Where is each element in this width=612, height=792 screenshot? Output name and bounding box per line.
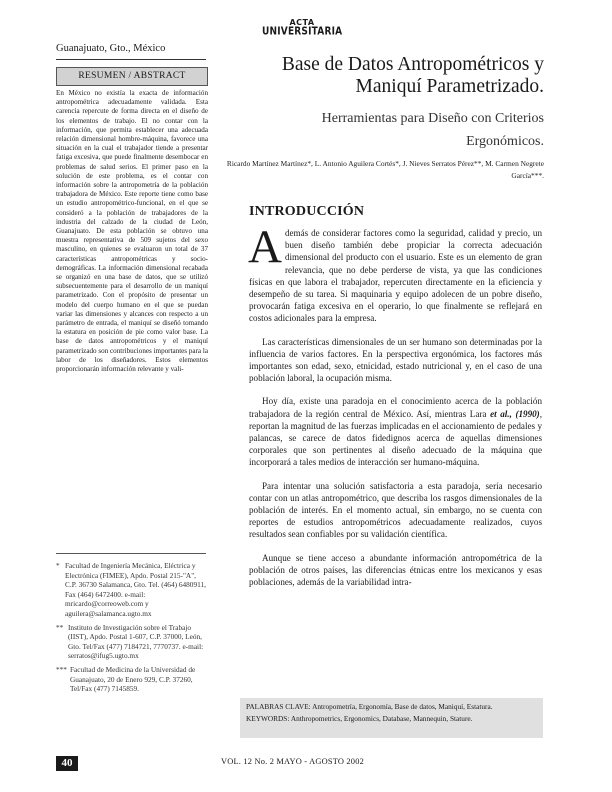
journal-logo (262, 18, 342, 44)
resumen-label: RESUMEN / ABSTRACT (78, 71, 186, 81)
page-number: 40 (56, 756, 78, 771)
affiliations (56, 561, 208, 698)
keywords-en (246, 713, 537, 725)
paragraph-3 (249, 395, 542, 468)
body-column (248, 221, 542, 599)
resumen-label-box (56, 67, 208, 86)
keywords-es-label: PALABRAS CLAVE: (246, 702, 311, 711)
affiliations-divider (56, 553, 206, 554)
affiliation-3 (56, 665, 208, 694)
logo-line-1: ACTA (289, 18, 315, 27)
affiliation-text: Instituto de Investigación sobre el Trabajo (IIST), Apdo. Postal 1-607, C.P. 37000, León, Gto. Tel/Fax (477) 7184721, 7770737. e-mail: serratos@ifug5.ugto.mx (68, 622, 204, 661)
paragraph-5: Aunque se tiene acceso a abundante información antropométrica de la población de otros países, las diferencias étnicas entre los mexicanos y esas poblaciones, además de la variabilidad intra- (249, 552, 542, 588)
volume-info: VOL. 12 No. 2 MAYO - AGOSTO 2002 (221, 757, 364, 766)
section-heading: INTRODUCCIÓN (249, 204, 365, 219)
keywords-es (246, 701, 537, 713)
header-rule (56, 59, 206, 60)
paragraph-3-text-a: Hoy día, existe una paradoja en el conocimiento acerca de la población trabajadora de la región central de México. Así, mientras Lara (249, 396, 542, 419)
location-header: Guanajuato, Gto., México (56, 43, 166, 54)
paragraph-4: Para intentar una solución satisfactoria a esta paradoja, sería necesario contar con un atlas antropométrico, que describa los rasgos dimensionales de la población de interés. En el momento actual, sin embargo, no se cuenta con reportes de estudios antropométricos adecuadamente realizados, cuyos resultados sean confiables por su validación científica. (249, 480, 542, 540)
keywords-en-text: Anthropometrics, Ergonomics, Database, Mannequin, Stature. (290, 714, 473, 723)
article-title: Base de Datos Antropométricos y Maniquí Parametrizado. (281, 54, 544, 97)
keywords-es-text: Antropometría, Ergonomía, Base de datos, Maniquí, Estatura. (312, 702, 493, 711)
keywords-en-label: KEYWORDS: (246, 714, 290, 723)
keywords-box (240, 698, 543, 738)
affiliation-mark: * (56, 561, 60, 570)
affiliation-mark: ** (56, 622, 64, 632)
article-subtitle: Herramientas para Diseño con Criterios Ergonómicos. (321, 111, 544, 149)
paragraph-2: Las características dimensionales de un ser humano son determinadas por la influencia de varios factores. En la perspectiva ergonómica, los factores más importantes son edad, sexo, etnicidad, estado nutricional y, en el caso de una población laboral, la ocupación misma. (249, 336, 542, 384)
paragraph-1-text: demás de considerar factores como la seguridad, calidad y precio, un buen diseño también debe propiciar la correcta adecuación dimensional del producto con el usuario. Este es un elemento de gran relevancia, que no debe perderse de vista, ya que las condiciones físicas en que labora el trabajador, repercuten directamente en la eficiencia y desempeño de su tarea. Si maquinaria y equipo adolecen de un pobre diseño, provocarán fatiga excesiva en el operario, lo que finalmente se reflejará en costos adicionales para la empresa. (249, 228, 542, 324)
resumen-body: En México no existía la exacta de información antropométrica adecuadamente validada. Esta carencia repercute de forma directa en el diseño de los elementos de trabajo. El no contar con la información, que permita establecer una adecuada relación dimensional hombre-máquina, favorece una situación en la cual el trabajador tiende a presentar fatiga excesiva, que puede finalmente desembocar en problemas de salud serios. El primer paso en la solución de este problema, es el contar con información sobre la antropometría de la población trabajadora de México. Este reporte tiene como base un estudio antropométrico-funcional, en el que se consideró a la población de trabajadores de la industria del calzado de la ciudad de León, Guanajuato. De esta población se obtuvo una muestra representativa de 509 sujetos del sexo masculino, en quienes se evaluaron un total de 37 características antropométricas y socio-demográficas. La información dimensional recabada se organizó en una base de datos, que se utilizó subsecuentemente para el desarrollo de un maniquí parametrizado. Con el propósito de presentar un modelo del cuerpo humano en el que se puedan variar las dimensiones y alcances con respecto a un parámetro de entrada, el maniquí se diseñó tomando la estatura en posición de pie como valor base. La base de datos antropométricos y el maniquí parametrizado son contribuciones importantes para la labor de los diseñadores. Estos elementos proporcionarán información relevante y vali- (56, 89, 208, 374)
affiliation-text: Facultad de Medicina de la Universidad de Guanajuato, 20 de Enero 929, C.P. 37260, Tel/Fax (477) 7145859. (70, 664, 196, 694)
affiliation-1 (56, 561, 208, 619)
citation: et al., (1990) (490, 408, 540, 419)
affiliation-mark: *** (56, 664, 67, 674)
affiliation-2 (56, 623, 208, 661)
drop-cap: A (248, 221, 282, 273)
paragraph-1 (248, 221, 542, 325)
authors: Ricardo Martínez Martínez*, L. Antonio Aguilera Cortés*, J. Nieves Serratos Pérez**, M. Carmen Negrete García***. (226, 159, 544, 180)
affiliation-text: Facultad de Ingeniería Mecánica, Eléctrica y Electrónica (FIMEE), Apdo. Postal 215-"A", C.P. 36730 Salamanca, Gto. Tel. (464) 6480911, Fax (464) 6472400. e-mail: mricardo@correoweb.com y aguilera@salamanca.ugto.mx (65, 561, 206, 618)
paragraph-3-text-b: , reportan la magnitud de las fuerzas implicadas en el accionamiento de pedales y palancas, se carece de datos fidedignos acerca de aquellas dimensiones corporales que son pertinentes al diseño adecuado de la máquina que incorporará a tales medios de interacción ser humano-máquina. (249, 408, 542, 468)
logo-line-2: UNIVERSITARIA (262, 26, 343, 38)
